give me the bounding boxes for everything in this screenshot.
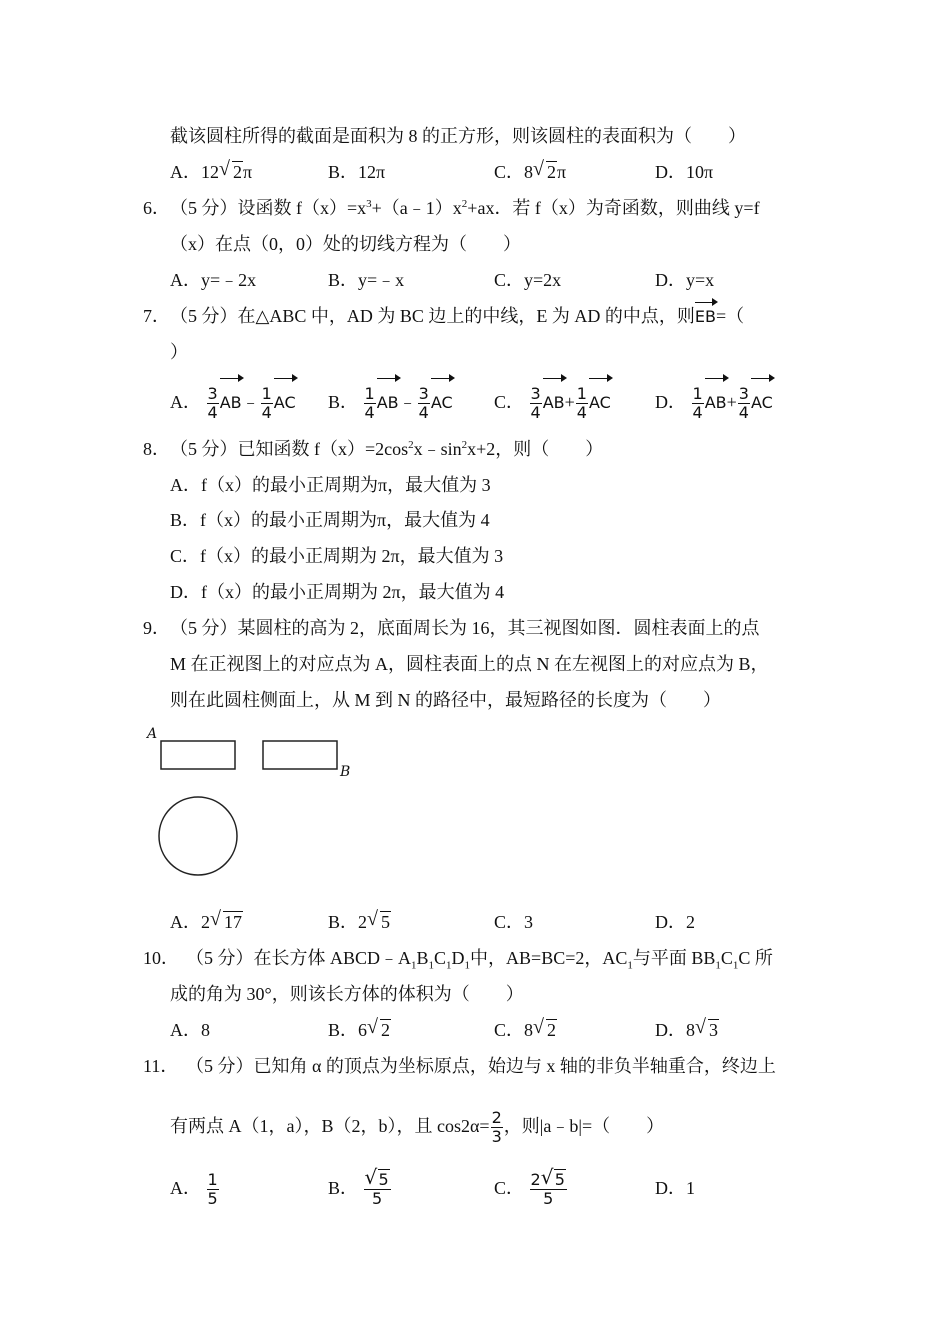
q11-stem-line1: （5 分）已知角 α 的顶点为坐标原点，始边与 x 轴的非负半轴重合，终边上: [186, 1056, 776, 1076]
q7-option-a-label: A．: [170, 392, 201, 412]
q6-stem-part2: +（a﹣1）x: [371, 198, 462, 218]
q5-option-b: B．12π: [328, 162, 386, 182]
numerator: 3: [207, 384, 218, 404]
fraction: [530, 1165, 567, 1209]
q7-option-b-label: B．: [328, 392, 359, 412]
q8-stem-part2: x﹣sin: [413, 439, 462, 459]
q10-number: 10．: [143, 948, 179, 968]
q11-stem-part1: 有两点 A（1，a），B（2，b），且 cos2α=: [170, 1116, 490, 1136]
q11-option-c-label: C．: [494, 1178, 525, 1198]
q7-stem-part1: （5 分）在△ABC 中，AD 为 BC 边上的中线，E 为 AD 的中点，则: [170, 306, 695, 326]
numerator: [364, 1165, 391, 1190]
q5-option-c: [494, 160, 566, 184]
denominator: 4: [738, 403, 749, 423]
q10-option-c-sqrt: √ 2: [533, 1016, 557, 1040]
vector-ac: AC: [751, 381, 773, 425]
subscript-1: 1: [627, 959, 633, 972]
q10-option-c: [494, 1018, 557, 1042]
q9-option-a-sqrt: √ 17: [210, 908, 242, 932]
fraction: [207, 1171, 219, 1208]
q7-stem-line2: ）: [170, 342, 188, 362]
q10-part: 中，AB=BC=2，AC: [470, 948, 628, 968]
numerator: 1: [261, 384, 272, 404]
denominator: 4: [261, 403, 272, 423]
q9-option-b-label: B．: [328, 912, 359, 932]
denominator: 4: [364, 403, 375, 423]
q9-three-view-figure: [150, 735, 350, 880]
plus-sign: +: [726, 392, 737, 412]
denominator: 4: [692, 403, 703, 423]
q7-option-c: [494, 380, 611, 425]
q9-option-d: D．2: [655, 912, 695, 932]
fraction: [261, 385, 273, 422]
q9-option-a-coef: 2: [201, 912, 210, 932]
q10-stem-line1: [186, 946, 773, 970]
q5-option-a-coef: 12: [201, 162, 219, 182]
sqrt: √ 5: [540, 1165, 565, 1190]
vector-ab: AB: [377, 381, 399, 425]
q7-option-d: [655, 380, 773, 425]
q10-part: C: [720, 948, 733, 968]
q9-option-a-label: A．: [170, 912, 201, 932]
q10-option-b-label: B．: [328, 1020, 359, 1040]
q7-option-b: [328, 380, 453, 425]
q10-option-d: [655, 1018, 719, 1042]
q9-option-a-radicand: 17: [224, 912, 242, 932]
q10-stem-line2: 成的角为 30°，则该长方体的体积为（ ）: [170, 984, 524, 1004]
fraction: [364, 385, 376, 422]
top-view-circle: [159, 797, 237, 875]
q10-part: （5 分）在长方体 ABCD﹣A: [186, 948, 412, 968]
numerator: 1: [364, 384, 375, 404]
denominator: 5: [207, 1189, 218, 1209]
q6-number: 6．: [143, 198, 170, 218]
q6-option-c: C．y=2x: [494, 270, 562, 290]
q8-exponent-2: 2: [461, 439, 468, 451]
q10-option-b: [328, 1018, 391, 1042]
q8-number: 8．: [143, 439, 170, 459]
q10-option-d-sqrt: √ 3: [695, 1016, 718, 1040]
q9-option-a: [170, 910, 243, 934]
q10-part: C 所: [738, 948, 773, 968]
q10-option-d-radicand: 3: [709, 1020, 718, 1040]
vector-ab: AB: [220, 381, 242, 425]
q11-option-d: D．1: [655, 1178, 695, 1198]
fraction: [207, 385, 219, 422]
numerator: 3: [530, 384, 541, 404]
q9-option-b-sqrt: √ 5: [367, 908, 391, 932]
q8-exponent-2: 2: [408, 439, 414, 451]
fraction: [738, 385, 750, 422]
subscript-1: 1: [411, 959, 417, 972]
denominator: 4: [418, 403, 429, 423]
subscript-1: 1: [446, 959, 452, 972]
subscript-1: 1: [428, 959, 435, 972]
q11-option-a-label: A．: [170, 1178, 201, 1198]
q6-stem-line1: [170, 196, 760, 220]
sqrt: √ 5: [364, 1165, 389, 1190]
q6-option-a: A．y=﹣2x: [170, 270, 257, 290]
subscript-1: 1: [715, 959, 721, 972]
q10-option-d-label: D．: [655, 1020, 686, 1040]
subscript-1: 1: [464, 959, 471, 972]
q8-option-c: C．f（x）的最小正周期为 2π，最大值为 3: [170, 546, 504, 566]
q9-option-b-coef: 2: [358, 912, 368, 932]
numerator: 3: [738, 384, 749, 404]
radicand: 5: [378, 1170, 389, 1190]
q5-option-a-sqrt: √ 2: [219, 158, 242, 182]
q9-stem-line3: 则在此圆柱侧面上，从 M 到 N 的路径中，最短路径的长度为（ ）: [170, 690, 722, 710]
q11-option-a: [170, 1166, 220, 1210]
radicand: 5: [554, 1170, 565, 1190]
q11-option-b: [328, 1166, 392, 1210]
q7-stem-part2: =（: [715, 306, 745, 326]
q5-option-d: D．10π: [655, 162, 714, 182]
q8-option-a: A．f（x）的最小正周期为π，最大值为 3: [170, 475, 491, 495]
vector-ab: AB: [705, 381, 727, 425]
q10-option-b-sqrt: √ 2: [367, 1016, 391, 1040]
denominator: 4: [530, 403, 541, 423]
q9-stem-line1: （5 分）某圆柱的高为 2，底面周长为 16，其三视图如图．圆柱表面上的点: [170, 618, 760, 638]
q8-stem-part1: （5 分）已知函数 f（x）=2cos: [170, 439, 409, 459]
minus-sign: ﹣: [241, 392, 260, 412]
q10-part: 与平面 BB: [632, 948, 716, 968]
q7-stem-line1: [170, 304, 744, 329]
q9-option-b-radicand: 5: [381, 912, 391, 932]
q8-option-d: D．f（x）的最小正周期为 2π，最大值为 4: [170, 582, 505, 602]
q5-option-c-sqrt: √ 2: [533, 158, 557, 182]
q5-option-c-radicand: 2: [547, 162, 557, 182]
q11-stem-line2: [170, 1104, 664, 1148]
numerator: 3: [418, 384, 429, 404]
q5-option-a-radicand: 2: [233, 162, 242, 182]
denominator: 4: [576, 403, 587, 423]
q6-option-b: B．y=﹣x: [328, 270, 405, 290]
denominator: 4: [207, 403, 218, 423]
q10-option-c-coef: 8: [524, 1020, 534, 1040]
numerator: 1: [692, 384, 703, 404]
q10-part: D: [451, 948, 465, 968]
q8-stem-part3: x+2，则（ ）: [467, 439, 604, 459]
front-view-rectangle: [161, 741, 235, 769]
fraction: [692, 385, 704, 422]
q10-option-d-coef: 8: [686, 1020, 695, 1040]
fraction: [418, 385, 430, 422]
figure-label-a: A: [147, 726, 158, 742]
q9-option-b: [328, 910, 391, 934]
side-view-rectangle: [263, 741, 337, 769]
fraction: [530, 385, 542, 422]
q5-option-a: [170, 160, 252, 184]
q5-option-c-coef: 8: [524, 162, 534, 182]
figure-label-b: B: [340, 764, 351, 780]
q5-option-c-label: C．: [494, 162, 525, 182]
fraction: [576, 385, 588, 422]
subscript-1: 1: [732, 959, 739, 972]
q6-exponent-3: 3: [366, 198, 372, 210]
numerator: [530, 1165, 567, 1190]
q8-option-b: B．f（x）的最小正周期为π，最大值为 4: [170, 510, 490, 530]
vector-ac: AC: [589, 381, 611, 425]
q5-option-a-label: A．: [170, 162, 201, 182]
q7-option-c-label: C．: [494, 392, 525, 412]
q8-stem: [170, 437, 603, 461]
q7-option-d-label: D．: [655, 392, 686, 412]
q11-option-b-label: B．: [328, 1178, 359, 1198]
q9-option-c: C．3: [494, 912, 534, 932]
numerator: 1: [207, 1170, 218, 1190]
q10-option-a: A．8: [170, 1020, 210, 1040]
q11-number: 11．: [143, 1056, 179, 1076]
q6-stem-part3: +ax．若 f（x）为奇函数，则曲线 y=f: [467, 198, 760, 218]
q10-option-b-coef: 6: [358, 1020, 368, 1040]
numerator: 1: [576, 384, 587, 404]
denominator: 5: [372, 1189, 383, 1209]
q11-option-c: [494, 1166, 568, 1210]
vector-ac: AC: [431, 381, 453, 425]
fraction: [364, 1165, 391, 1209]
q6-stem-line2: （x）在点（0，0）处的切线方程为（ ）: [170, 234, 521, 254]
q5-option-a-pi: π: [243, 162, 253, 182]
q5-option-c-pi: π: [557, 162, 567, 182]
coef: 2: [530, 1170, 541, 1190]
denominator: 3: [491, 1127, 502, 1147]
q10-part: B: [416, 948, 429, 968]
vector-ac: AC: [274, 381, 296, 425]
denominator: 5: [543, 1189, 554, 1209]
fraction-two-thirds: [491, 1109, 503, 1146]
vector-ab: AB: [543, 381, 565, 425]
q6-stem-part1: （5 分）设函数 f（x）=x: [170, 198, 367, 218]
q7-option-a: [170, 380, 296, 425]
q6-exponent-2: 2: [461, 198, 468, 210]
q7-number: 7．: [143, 306, 170, 326]
q10-part: C: [434, 948, 447, 968]
q10-option-c-label: C．: [494, 1020, 525, 1040]
minus-sign: ﹣: [398, 392, 417, 412]
q9-stem-line2: M 在正视图上的对应点为 A，圆柱表面上的点 N 在左视图上的对应点为 B，: [170, 654, 769, 674]
q9-number: 9．: [143, 618, 170, 638]
q6-option-d: D．y=x: [655, 270, 715, 290]
q10-option-b-radicand: 2: [381, 1020, 391, 1040]
q7-vector-eb: EB: [695, 305, 716, 329]
q11-stem-part2: ，则|a﹣b|=（ ）: [503, 1116, 665, 1136]
plus-sign: +: [564, 392, 575, 412]
numerator: 2: [491, 1108, 502, 1128]
q5-stem-continuation: 截该圆柱所得的截面是面积为 8 的正方形，则该圆柱的表面积为（ ）: [170, 126, 746, 146]
q10-option-c-radicand: 2: [547, 1020, 557, 1040]
